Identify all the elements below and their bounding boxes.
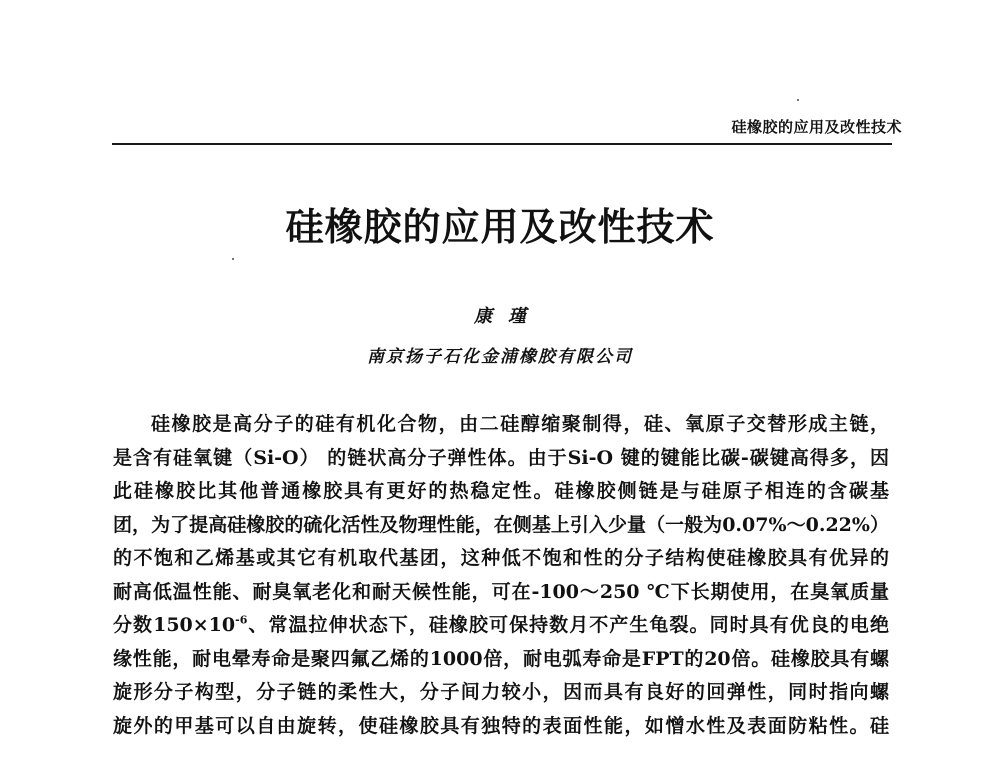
body-line: 缘性能，耐电晕寿命是聚四氟乙烯的1000倍，耐电弧寿命是FPT的20倍。硅橡胶具有螺 [113,647,889,670]
body-line-part: 、常温拉伸状态下，硅橡胶可保持数月不产生龟裂。同时具有优良的电绝 [247,614,889,636]
article-title: 硅橡胶的应用及改性技术 [285,204,715,249]
body-line: 团，为了提高硅橡胶的硫化活性及物理性能，在侧基上引入少量（一般为0.07%～0.22%） [113,513,889,536]
body-line: 硅橡胶是高分子的硅有机化合物，由二硅醇缩聚制得，硅、氧原子交替形成主链， [151,413,889,435]
author-affiliation: 南京扬子石化金浦橡胶有限公司 [367,347,633,367]
body-line-part: 分数150×10 [113,614,236,636]
author-name: 康瑾 [474,306,542,327]
running-header: 硅橡胶的应用及改性技术 [731,118,902,136]
body-paragraph [113,408,889,743]
body-line: 旋外的甲基可以自由旋转，使硅橡胶具有独特的表面性能，如憎水性及表面防粘性。硅 [113,714,889,737]
body-line: 此硅橡胶比其他普通橡胶具有更好的热稳定性。硅橡胶侧链是与硅原子相连的含碳基 [113,480,889,502]
body-line: 旋形分子构型，分子链的柔性大，分子间力较小，因而具有良好的回弹性，同时指向螺 [113,681,889,703]
exponent: -6 [235,613,248,627]
header-rule [112,143,892,145]
scan-speck [232,258,234,260]
body-line [113,609,889,643]
scan-speck [797,99,799,101]
body-line: 耐高低温性能、耐臭氧老化和耐天候性能，可在-100～250 ℃下长期使用，在臭氧质量 [113,580,889,603]
body-line: 的不饱和乙烯基或其它有机取代基团，这种低不饱和性的分子结构使硅橡胶具有优异的 [113,547,889,569]
body-line: 是含有硅氧键（Si-O） 的链状高分子弹性体。由于Si-O 键的键能比碳-碳键高得多，因 [113,446,889,469]
